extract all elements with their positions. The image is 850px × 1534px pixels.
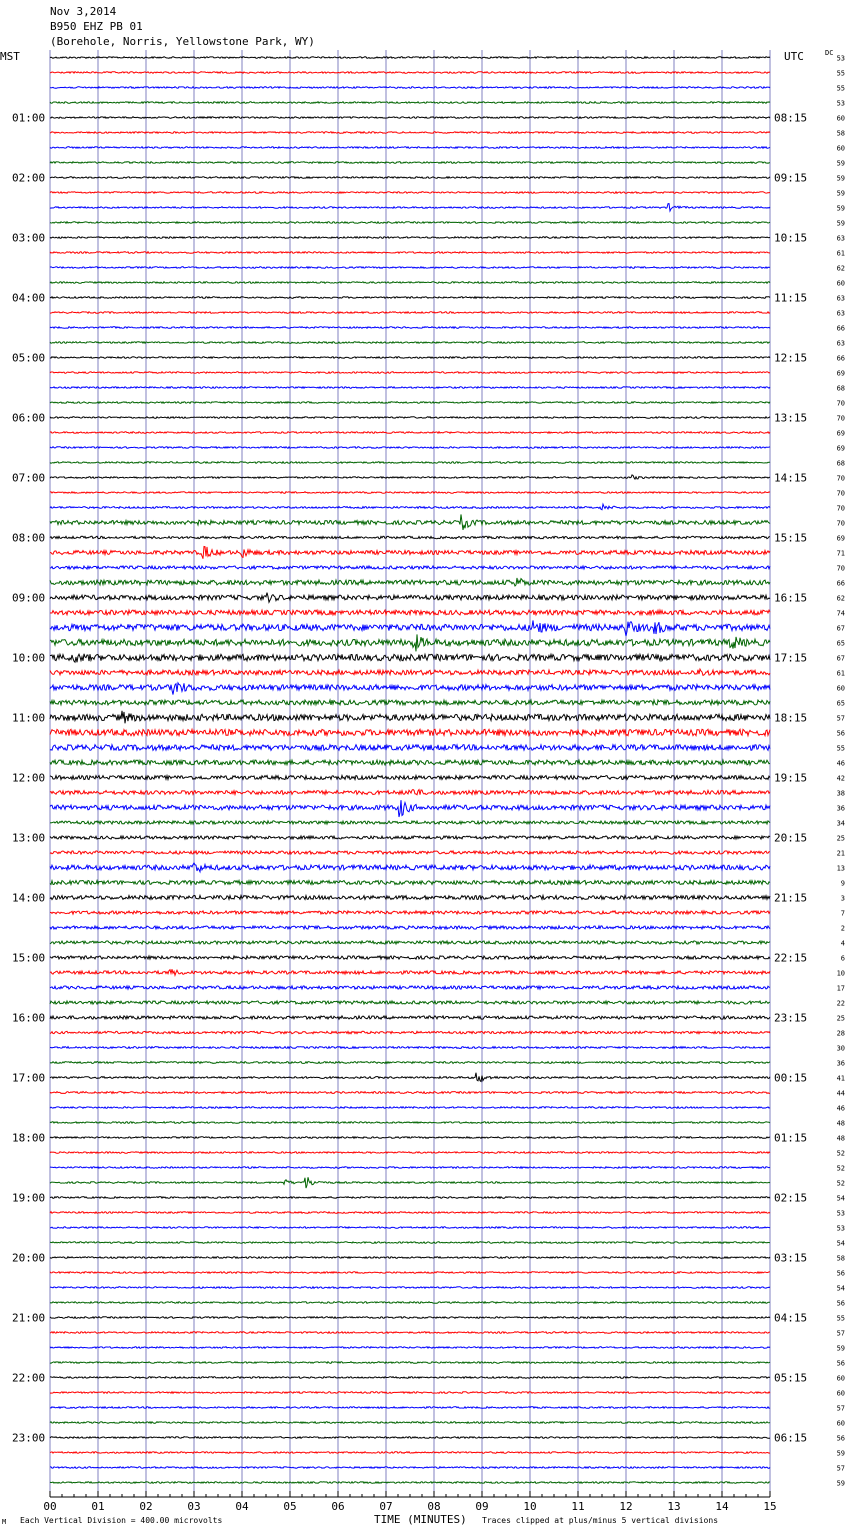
- mst-hour-label: 06:00: [12, 411, 46, 425]
- dc-value: 56: [836, 1359, 845, 1368]
- trace-line: [50, 1272, 770, 1274]
- dc-value: 69: [836, 369, 845, 378]
- dc-value: 55: [836, 1314, 845, 1323]
- trace-line: [50, 956, 770, 959]
- trace-line: [50, 1062, 770, 1064]
- trace-line: [50, 1152, 770, 1154]
- mst-hour-label: 13:00: [12, 831, 46, 845]
- dc-value: 28: [836, 1029, 845, 1038]
- trace-line: [50, 566, 770, 569]
- dc-value: 54: [836, 1284, 845, 1293]
- trace-line: [50, 700, 770, 705]
- trace-line: [50, 1317, 770, 1319]
- dc-value: 52: [836, 1149, 845, 1158]
- dc-value: 36: [836, 1059, 845, 1068]
- trace-line: [50, 312, 770, 314]
- trace-line: [50, 102, 770, 104]
- mst-hour-label: 05:00: [12, 351, 46, 365]
- trace-line: [50, 475, 770, 479]
- trace-line: [50, 514, 770, 530]
- dc-value: 70: [836, 504, 845, 513]
- utc-hour-labels: [774, 112, 807, 1445]
- trace-line: [50, 1122, 770, 1124]
- x-tick-label: 14: [715, 1500, 729, 1513]
- trace-line: [50, 1047, 770, 1049]
- trace-line: [50, 1467, 770, 1469]
- trace-line: [50, 683, 770, 695]
- dc-value: 57: [836, 1464, 845, 1473]
- trace-line: [50, 1242, 770, 1244]
- trace-line: [50, 790, 770, 795]
- mst-hour-label: 14:00: [12, 891, 46, 905]
- dc-value: 69: [836, 534, 845, 543]
- dc-value: 13: [836, 864, 845, 873]
- dc-value: 59: [836, 219, 845, 228]
- trace-line: [50, 1031, 770, 1033]
- trace-line: [50, 1422, 770, 1424]
- trace-line: [50, 941, 770, 944]
- trace-line: [50, 1137, 770, 1139]
- dc-value: 74: [836, 609, 845, 618]
- trace-line: [50, 711, 770, 724]
- trace-line: [50, 117, 770, 119]
- trace-line: [50, 881, 770, 885]
- dc-value: 69: [836, 444, 845, 453]
- trace-line: [50, 634, 770, 651]
- dc-value: 25: [836, 1014, 845, 1023]
- dc-value: 66: [836, 324, 845, 333]
- trace-line: [50, 342, 770, 344]
- trace-line: [50, 327, 770, 329]
- dc-value: 55: [836, 744, 845, 753]
- dc-value: 66: [836, 579, 845, 588]
- mst-hour-label: 10:00: [12, 651, 46, 665]
- dc-value: 52: [836, 1164, 845, 1173]
- trace-line: [50, 372, 770, 374]
- dc-value: 70: [836, 414, 845, 423]
- dc-value: 21: [836, 849, 845, 858]
- trace-line: [50, 177, 770, 179]
- utc-hour-label: 18:15: [774, 711, 808, 725]
- mst-hour-label: 21:00: [12, 1311, 46, 1325]
- dc-value: 25: [836, 834, 845, 843]
- trace-line: [50, 204, 770, 211]
- utc-hour-label: 08:15: [774, 111, 808, 125]
- footer-clip-note: Traces clipped at plus/minus 5 vertical divisions: [482, 1516, 719, 1525]
- x-tick-label: 15: [763, 1500, 777, 1513]
- dc-value: 17: [836, 984, 845, 993]
- dc-value: 52: [836, 1179, 845, 1188]
- dc-value: 68: [836, 459, 845, 468]
- utc-hour-label: 09:15: [774, 171, 808, 185]
- utc-hour-label: 17:15: [774, 651, 808, 665]
- utc-hour-label: 12:15: [774, 351, 808, 365]
- utc-hour-label: 21:15: [774, 891, 808, 905]
- dc-value: 60: [836, 684, 845, 693]
- x-tick-label: 12: [619, 1500, 633, 1513]
- dc-value: 48: [836, 1134, 845, 1143]
- trace-line: [50, 282, 770, 284]
- x-tick-label: 07: [379, 1500, 393, 1513]
- dc-value: 59: [836, 189, 845, 198]
- trace-line: [50, 447, 770, 449]
- dc-value: 68: [836, 384, 845, 393]
- dc-value: 58: [836, 129, 845, 138]
- dc-value: 55: [836, 69, 845, 78]
- trace-line: [50, 1392, 770, 1394]
- dc-value: 67: [836, 624, 845, 633]
- trace-line: [50, 417, 770, 419]
- trace-line: [50, 578, 770, 586]
- trace-line: [50, 132, 770, 134]
- x-tick-label: 06: [331, 1500, 345, 1513]
- trace-line: [50, 147, 770, 149]
- utc-hour-label: 13:15: [774, 411, 808, 425]
- dc-value: 53: [836, 54, 845, 63]
- trace-line: [50, 1347, 770, 1349]
- trace-line: [50, 1167, 770, 1169]
- mst-hour-label: 22:00: [12, 1371, 46, 1385]
- dc-value: 60: [836, 114, 845, 123]
- dc-value: 65: [836, 639, 845, 648]
- trace-line: [50, 162, 770, 164]
- trace-line: [50, 1302, 770, 1304]
- header-date: Nov 3,2014: [50, 5, 117, 18]
- time-axis: [43, 1491, 776, 1513]
- trace-line: [50, 1197, 770, 1199]
- dc-value: 59: [836, 204, 845, 213]
- dc-value: 56: [836, 1269, 845, 1278]
- trace-line: [50, 1016, 770, 1019]
- trace-line: [50, 610, 770, 615]
- trace-line: [50, 72, 770, 74]
- header-location: (Borehole, Norris, Yellowstone Park, WY): [50, 35, 315, 48]
- utc-hour-label: 11:15: [774, 291, 808, 305]
- mst-hour-label: 01:00: [12, 111, 46, 125]
- trace-line: [50, 745, 770, 751]
- trace-line: [50, 1092, 770, 1094]
- dc-value: 7: [840, 909, 845, 918]
- trace-line: [50, 1362, 770, 1364]
- trace-line: [50, 237, 770, 239]
- trace-line: [50, 729, 770, 735]
- dc-offset-labels: [837, 55, 845, 1488]
- dc-value: 41: [836, 1074, 845, 1083]
- time-grid: [50, 50, 770, 1493]
- mst-hour-label: 11:00: [12, 711, 46, 725]
- trace-line: [50, 669, 770, 675]
- trace-line: [50, 896, 770, 900]
- dc-value: 9: [840, 879, 845, 888]
- trace-line: [50, 402, 770, 404]
- trace-line: [50, 821, 770, 824]
- x-tick-label: 11: [571, 1500, 585, 1513]
- dc-value: 56: [836, 1434, 845, 1443]
- dc-value: 42: [836, 774, 845, 783]
- trace-line: [50, 192, 770, 194]
- x-tick-label: 04: [235, 1500, 249, 1513]
- x-tick-label: 05: [283, 1500, 297, 1513]
- trace-line: [50, 800, 770, 817]
- dc-value: 30: [836, 1044, 845, 1053]
- mst-hour-label: 15:00: [12, 951, 46, 965]
- trace-line: [50, 1227, 770, 1229]
- dc-value: 61: [836, 669, 845, 678]
- dc-value: 3: [840, 894, 845, 903]
- footer-mark: M: [2, 1518, 7, 1526]
- utc-hour-label: 14:15: [774, 471, 808, 485]
- trace-line: [50, 969, 770, 975]
- dc-value: 62: [836, 594, 845, 603]
- trace-line: [50, 911, 770, 914]
- mst-hour-label: 20:00: [12, 1251, 46, 1265]
- trace-line: [50, 57, 770, 59]
- mst-hour-label: 12:00: [12, 771, 46, 785]
- dc-value: 60: [836, 279, 845, 288]
- dc-value: 69: [836, 429, 845, 438]
- dc-value: 46: [836, 759, 845, 768]
- x-tick-label: 03: [187, 1500, 201, 1513]
- dc-value: 36: [836, 804, 845, 813]
- dc-value: 22: [836, 999, 845, 1008]
- dc-value: 34: [836, 819, 845, 828]
- dc-value: 61: [836, 249, 845, 258]
- dc-value: 57: [836, 714, 845, 723]
- trace-line: [50, 986, 770, 989]
- utc-label: UTC: [784, 50, 804, 63]
- dc-value: 10: [836, 969, 845, 978]
- dc-value: 60: [836, 1389, 845, 1398]
- x-tick-label: 01: [91, 1500, 105, 1513]
- dc-value: 55: [836, 84, 845, 93]
- utc-hour-label: 15:15: [774, 531, 808, 545]
- trace-line: [50, 1437, 770, 1439]
- utc-hour-label: 02:15: [774, 1191, 808, 1205]
- dc-value: 53: [836, 1209, 845, 1218]
- mst-hour-label: 04:00: [12, 291, 46, 305]
- trace-line: [50, 387, 770, 389]
- trace-line: [50, 1001, 770, 1004]
- mst-hour-labels: [12, 112, 45, 1445]
- x-tick-label: 13: [667, 1500, 681, 1513]
- mst-hour-label: 23:00: [12, 1431, 46, 1445]
- mst-hour-label: 03:00: [12, 231, 46, 245]
- trace-line: [50, 760, 770, 765]
- trace-line: [50, 926, 770, 929]
- utc-hour-label: 22:15: [774, 951, 808, 965]
- mst-hour-label: 16:00: [12, 1011, 46, 1025]
- trace-line: [50, 1407, 770, 1409]
- trace-line: [50, 297, 770, 299]
- dc-value: 57: [836, 1404, 845, 1413]
- trace-line: [50, 357, 770, 359]
- x-axis-title: TIME (MINUTES): [374, 1513, 467, 1526]
- trace-line: [50, 1177, 770, 1188]
- mst-hour-label: 19:00: [12, 1191, 46, 1205]
- utc-hour-label: 06:15: [774, 1431, 808, 1445]
- utc-hour-label: 05:15: [774, 1371, 808, 1385]
- dc-value: 54: [836, 1239, 845, 1248]
- trace-line: [50, 222, 770, 224]
- utc-hour-label: 20:15: [774, 831, 808, 845]
- footer-scale: Each Vertical Division = 400.00 microvolts: [20, 1516, 223, 1525]
- dc-value: 66: [836, 354, 845, 363]
- dc-value: 44: [836, 1089, 845, 1098]
- trace-line: [50, 1377, 770, 1379]
- dc-value: 71: [836, 549, 845, 558]
- trace-line: [50, 1257, 770, 1259]
- dc-header: DC: [825, 49, 834, 57]
- trace-line: [50, 1332, 770, 1334]
- trace-line: [50, 462, 770, 464]
- dc-value: 6: [840, 954, 845, 963]
- dc-value: 70: [836, 489, 845, 498]
- trace-line: [50, 1073, 770, 1082]
- mst-hour-label: 17:00: [12, 1071, 46, 1085]
- trace-line: [50, 593, 770, 603]
- mst-hour-label: 18:00: [12, 1131, 46, 1145]
- dc-value: 46: [836, 1104, 845, 1113]
- utc-hour-label: 10:15: [774, 231, 808, 245]
- utc-hour-label: 00:15: [774, 1071, 808, 1085]
- dc-value: 70: [836, 399, 845, 408]
- dc-value: 59: [836, 1344, 845, 1353]
- dc-value: 59: [836, 1449, 845, 1458]
- dc-value: 59: [836, 174, 845, 183]
- trace-line: [50, 1482, 770, 1484]
- trace-line: [50, 1212, 770, 1214]
- mst-hour-label: 07:00: [12, 471, 46, 485]
- trace-line: [50, 252, 770, 254]
- trace-line: [50, 492, 770, 494]
- mst-hour-label: 09:00: [12, 591, 46, 605]
- utc-hour-label: 19:15: [774, 771, 808, 785]
- dc-value: 62: [836, 264, 845, 273]
- dc-value: 70: [836, 474, 845, 483]
- trace-line: [50, 836, 770, 839]
- dc-value: 58: [836, 1254, 845, 1263]
- dc-value: 57: [836, 1329, 845, 1338]
- x-tick-label: 08: [427, 1500, 441, 1513]
- utc-hour-label: 03:15: [774, 1251, 808, 1265]
- mst-hour-label: 02:00: [12, 171, 46, 185]
- utc-hour-label: 01:15: [774, 1131, 808, 1145]
- dc-value: 70: [836, 519, 845, 528]
- trace-line: [50, 504, 770, 510]
- dc-value: 70: [836, 564, 845, 573]
- dc-value: 63: [836, 309, 845, 318]
- dc-value: 67: [836, 654, 845, 663]
- utc-hour-label: 16:15: [774, 591, 808, 605]
- header-station: B950 EHZ PB 01: [50, 20, 143, 33]
- dc-value: 56: [836, 729, 845, 738]
- dc-value: 54: [836, 1194, 845, 1203]
- trace-line: [50, 1107, 770, 1109]
- dc-value: 63: [836, 339, 845, 348]
- x-tick-label: 10: [523, 1500, 537, 1513]
- trace-line: [50, 87, 770, 89]
- utc-hour-label: 23:15: [774, 1011, 808, 1025]
- dc-value: 38: [836, 789, 845, 798]
- dc-value: 60: [836, 144, 845, 153]
- dc-value: 60: [836, 1374, 845, 1383]
- dc-value: 63: [836, 294, 845, 303]
- mst-label: MST: [0, 50, 20, 63]
- trace-line: [50, 432, 770, 434]
- x-tick-label: 00: [43, 1500, 57, 1513]
- dc-value: 65: [836, 699, 845, 708]
- dc-value: 59: [836, 1479, 845, 1488]
- dc-value: 53: [836, 1224, 845, 1233]
- trace-line: [50, 654, 770, 663]
- dc-value: 2: [840, 924, 845, 933]
- seismic-traces: [50, 57, 770, 1484]
- x-tick-label: 02: [139, 1500, 153, 1513]
- mst-hour-label: 08:00: [12, 531, 46, 545]
- trace-line: [50, 1287, 770, 1289]
- x-tick-label: 09: [475, 1500, 489, 1513]
- dc-value: 63: [836, 234, 845, 243]
- trace-line: [50, 863, 770, 872]
- trace-line: [50, 621, 770, 637]
- dc-value: 4: [840, 939, 845, 948]
- dc-value: 56: [836, 1299, 845, 1308]
- trace-line: [50, 267, 770, 269]
- trace-line: [50, 851, 770, 854]
- utc-hour-label: 04:15: [774, 1311, 808, 1325]
- trace-line: [50, 776, 770, 780]
- trace-line: [50, 536, 770, 538]
- trace-line: [50, 547, 770, 559]
- trace-line: [50, 1452, 770, 1454]
- dc-value: 60: [836, 1419, 845, 1428]
- dc-value: 53: [836, 99, 845, 108]
- dc-value: 48: [836, 1119, 845, 1128]
- dc-value: 59: [836, 159, 845, 168]
